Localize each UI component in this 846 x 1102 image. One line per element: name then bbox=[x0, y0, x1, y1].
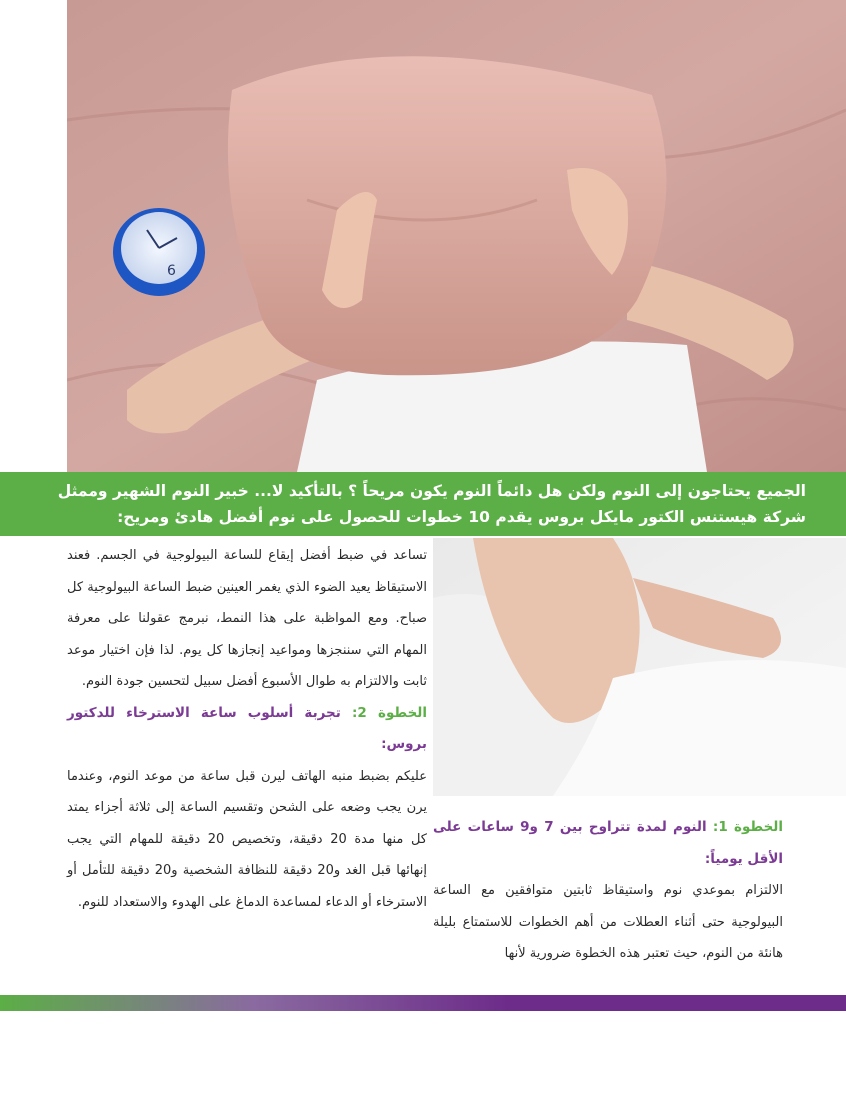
right-paragraph: الالتزام بموعدي نوم واستيقاظ ثابتين متوافقين مع الساعة البيولوجية حتى أثناء العطلات من أهم الخطوات للاستمتاع بليلة هانئة من النوم، حيث تعتبر هذه الخطوة ضرورية لأنها bbox=[433, 883, 783, 961]
step-2-heading bbox=[67, 698, 427, 761]
svg-text:6: 6 bbox=[167, 263, 176, 279]
step-1-heading bbox=[433, 812, 783, 875]
left-paragraph-2: عليكم بضبط منبه الهاتف ليرن قبل ساعة من موعد النوم، وعندما يرن يجب وضعه على الشحن وتقسيم الساعة إلى ثلاثة أجزاء يمتد كل منها مدة 20 دقيقة، وتخصيص 20 دقيقة للمهام التي يجب إنهائها قبل الغد و20 دقيقة للنظافة الشخصية و20 دقيقة للتأمل أو الاسترخاء أو الدعاء لمساعدة الدماغ على الهدوء والاستعداد للنوم. bbox=[67, 768, 427, 910]
alarm-clock-icon bbox=[113, 208, 205, 296]
step-1-number: الخطوة 1: bbox=[712, 819, 783, 835]
left-paragraph-1: تساعد في ضبط أفضل إيقاع للساعة البيولوجية في الجسم. فعند الاستيقاظ يعيد الضوء الذي يغمر العينين ضبط الساعة البيولوجية كل صباح. ومع المواظبة على هذا النمط، نبرمج عقولنا على معرفة المهام التي سننجزها ومواعيد إنجازها كل يوم. لذا فإن اختيار موعد ثابت والالتزام به طوال الأسبوع أفضل سبيل لتحسين جودة النوم. bbox=[67, 548, 427, 689]
footer-bar bbox=[0, 995, 846, 1011]
intro-text: الجميع يحتاجون إلى النوم ولكن هل دائماً النوم يكون مريحاً ؟ بالتأكيد لا... خبير النوم الشهير وممثل شركة هيستنس الكتور مايكل بروس يقدم 10 خطوات للحصول على نوم أفضل هادئ ومريح: bbox=[57, 482, 806, 526]
step-2-number: الخطوة 2: bbox=[352, 704, 427, 721]
hero-photo bbox=[67, 0, 846, 472]
step-2-title: تجربة أسلوب ساعة الاسترخاء للدكتور بروس: bbox=[67, 704, 427, 752]
step-1-title: النوم لمدة تتراوح بين 7 و9 ساعات على الأقل يومياً: bbox=[433, 819, 783, 867]
right-column bbox=[433, 812, 783, 970]
intro-banner bbox=[0, 472, 846, 536]
bed-photo bbox=[433, 538, 846, 796]
left-column bbox=[67, 540, 427, 918]
